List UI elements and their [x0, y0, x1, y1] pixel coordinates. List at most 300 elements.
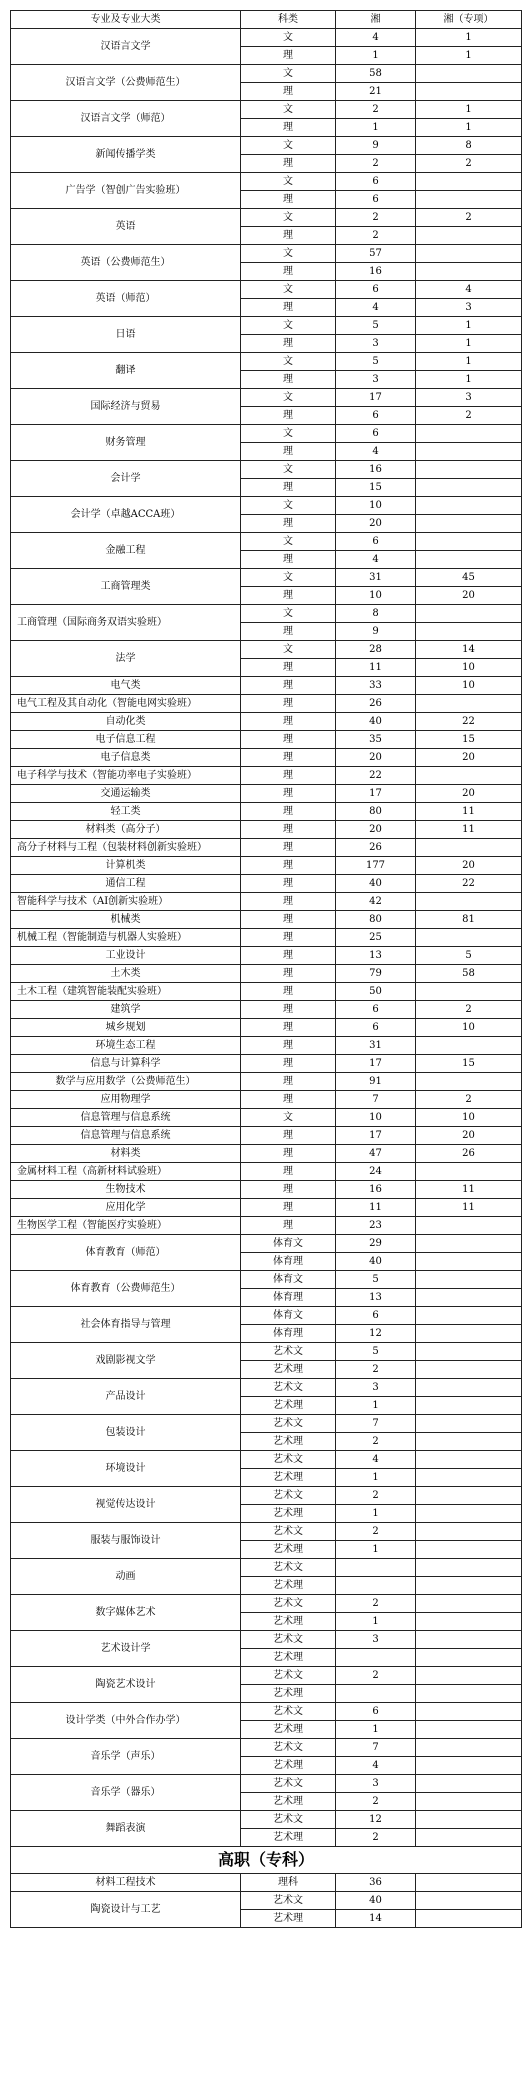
category-cell: 理	[241, 713, 336, 731]
major-name: 包装设计	[11, 1415, 241, 1451]
category-cell: 理	[241, 839, 336, 857]
major-name: 信息与计算科学	[11, 1055, 241, 1073]
hunan-quota-cell: 1	[336, 1397, 416, 1415]
hunan-quota-cell: 4	[336, 443, 416, 461]
major-name: 英语（公费师范生）	[11, 245, 241, 281]
hunan-quota-cell: 2	[336, 1523, 416, 1541]
table-row	[11, 785, 522, 803]
table-row	[11, 1487, 522, 1505]
hunan-special-quota-cell	[416, 1613, 522, 1631]
hunan-special-quota-cell: 20	[416, 857, 522, 875]
hunan-special-quota-cell: 11	[416, 1181, 522, 1199]
hunan-quota-cell: 91	[336, 1073, 416, 1091]
major-name: 金属材料工程（高新材料试验班）	[11, 1163, 241, 1181]
category-cell: 理	[241, 1055, 336, 1073]
hunan-special-quota-cell	[416, 695, 522, 713]
hunan-special-quota-cell	[416, 425, 522, 443]
category-cell: 理	[241, 119, 336, 137]
hunan-special-quota-cell	[416, 479, 522, 497]
header-hunan: 湘	[336, 11, 416, 29]
hunan-special-quota-cell: 20	[416, 587, 522, 605]
table-row	[11, 1307, 522, 1325]
table-row	[11, 173, 522, 191]
category-cell: 理	[241, 659, 336, 677]
table-row	[11, 1739, 522, 1757]
hunan-quota-cell: 3	[336, 1775, 416, 1793]
major-name: 社会体育指导与管理	[11, 1307, 241, 1343]
category-cell: 文	[241, 605, 336, 623]
major-name: 电子信息工程	[11, 731, 241, 749]
hunan-special-quota-cell: 81	[416, 911, 522, 929]
table-row	[11, 1874, 522, 1892]
table-row	[11, 1163, 522, 1181]
table-row	[11, 1271, 522, 1289]
hunan-special-quota-cell: 2	[416, 1001, 522, 1019]
category-cell: 文	[241, 425, 336, 443]
table-row	[11, 839, 522, 857]
category-cell: 理	[241, 191, 336, 209]
hunan-quota-cell	[336, 1559, 416, 1577]
hunan-special-quota-cell	[416, 173, 522, 191]
category-cell: 理	[241, 1019, 336, 1037]
table-row	[11, 533, 522, 551]
hunan-quota-cell: 16	[336, 1181, 416, 1199]
category-cell: 艺术文	[241, 1739, 336, 1757]
hunan-special-quota-cell: 1	[416, 119, 522, 137]
table-row	[11, 317, 522, 335]
major-name: 艺术设计学	[11, 1631, 241, 1667]
header-category: 科类	[241, 11, 336, 29]
category-cell: 理	[241, 263, 336, 281]
major-name: 金融工程	[11, 533, 241, 569]
category-cell: 理	[241, 893, 336, 911]
hunan-special-quota-cell	[416, 1757, 522, 1775]
hunan-special-quota-cell	[416, 1793, 522, 1811]
major-name: 汉语言文学	[11, 29, 241, 65]
category-cell: 理	[241, 1199, 336, 1217]
hunan-quota-cell: 7	[336, 1415, 416, 1433]
major-name: 翻译	[11, 353, 241, 389]
category-cell: 理	[241, 677, 336, 695]
vocational-rows	[11, 1874, 522, 1928]
hunan-quota-cell: 4	[336, 1451, 416, 1469]
table-row	[11, 1631, 522, 1649]
category-cell: 理	[241, 515, 336, 533]
major-name: 通信工程	[11, 875, 241, 893]
category-cell: 艺术理	[241, 1505, 336, 1523]
category-cell: 文	[241, 245, 336, 263]
major-name: 材料类（高分子）	[11, 821, 241, 839]
hunan-special-quota-cell: 1	[416, 335, 522, 353]
category-cell: 艺术文	[241, 1703, 336, 1721]
hunan-special-quota-cell	[416, 1685, 522, 1703]
hunan-special-quota-cell	[416, 1577, 522, 1595]
hunan-special-quota-cell	[416, 191, 522, 209]
category-cell: 文	[241, 101, 336, 119]
table-row	[11, 1595, 522, 1613]
hunan-special-quota-cell: 14	[416, 641, 522, 659]
table-row	[11, 461, 522, 479]
category-cell: 艺术理	[241, 1649, 336, 1667]
major-name: 环境设计	[11, 1451, 241, 1487]
major-name: 汉语言文学（公费师范生）	[11, 65, 241, 101]
major-name: 土木类	[11, 965, 241, 983]
category-cell: 艺术理	[241, 1757, 336, 1775]
category-cell: 理	[241, 983, 336, 1001]
hunan-special-quota-cell: 22	[416, 875, 522, 893]
hunan-special-quota-cell	[416, 839, 522, 857]
category-cell: 艺术文	[241, 1667, 336, 1685]
hunan-quota-cell: 9	[336, 623, 416, 641]
table-row	[11, 101, 522, 119]
table-row	[11, 911, 522, 929]
table-row	[11, 695, 522, 713]
hunan-special-quota-cell: 8	[416, 137, 522, 155]
category-cell: 理	[241, 1163, 336, 1181]
hunan-quota-cell: 1	[336, 47, 416, 65]
hunan-special-quota-cell	[416, 1451, 522, 1469]
hunan-special-quota-cell	[416, 893, 522, 911]
hunan-special-quota-cell: 22	[416, 713, 522, 731]
major-name: 材料工程技术	[11, 1874, 241, 1892]
category-cell: 理	[241, 749, 336, 767]
hunan-special-quota-cell	[416, 1379, 522, 1397]
hunan-special-quota-cell: 26	[416, 1145, 522, 1163]
hunan-quota-cell: 12	[336, 1325, 416, 1343]
hunan-special-quota-cell	[416, 1397, 522, 1415]
hunan-quota-cell: 22	[336, 767, 416, 785]
hunan-quota-cell: 5	[336, 317, 416, 335]
hunan-quota-cell: 10	[336, 587, 416, 605]
table-row	[11, 1199, 522, 1217]
category-cell: 艺术理	[241, 1397, 336, 1415]
table-row	[11, 1037, 522, 1055]
hunan-quota-cell: 10	[336, 1109, 416, 1127]
hunan-special-quota-cell	[416, 1505, 522, 1523]
table-row	[11, 677, 522, 695]
major-name: 陶瓷艺术设计	[11, 1667, 241, 1703]
hunan-quota-cell: 2	[336, 101, 416, 119]
hunan-quota-cell: 20	[336, 515, 416, 533]
major-name: 工商管理类	[11, 569, 241, 605]
hunan-quota-cell: 36	[336, 1874, 416, 1892]
section-row	[11, 1847, 522, 1874]
table-row	[11, 1703, 522, 1721]
major-name: 财务管理	[11, 425, 241, 461]
category-cell: 艺术理	[241, 1910, 336, 1928]
hunan-quota-cell: 1	[336, 1469, 416, 1487]
hunan-special-quota-cell	[416, 623, 522, 641]
hunan-special-quota-cell	[416, 1073, 522, 1091]
table-row	[11, 1055, 522, 1073]
hunan-quota-cell: 177	[336, 857, 416, 875]
hunan-quota-cell: 35	[336, 731, 416, 749]
category-cell: 文	[241, 533, 336, 551]
category-cell: 理	[241, 803, 336, 821]
category-cell: 文	[241, 173, 336, 191]
hunan-quota-cell: 7	[336, 1091, 416, 1109]
table-row	[11, 821, 522, 839]
hunan-special-quota-cell: 3	[416, 299, 522, 317]
hunan-special-quota-cell	[416, 1829, 522, 1847]
table-row	[11, 929, 522, 947]
hunan-special-quota-cell	[416, 1361, 522, 1379]
hunan-quota-cell: 17	[336, 1127, 416, 1145]
hunan-special-quota-cell: 11	[416, 803, 522, 821]
table-row	[11, 281, 522, 299]
hunan-quota-cell: 10	[336, 497, 416, 515]
hunan-quota-cell: 2	[336, 1829, 416, 1847]
category-cell: 理	[241, 1091, 336, 1109]
hunan-special-quota-cell: 1	[416, 353, 522, 371]
table-row	[11, 1343, 522, 1361]
category-cell: 艺术文	[241, 1631, 336, 1649]
major-name: 电子信息类	[11, 749, 241, 767]
hunan-special-quota-cell: 45	[416, 569, 522, 587]
hunan-quota-cell: 40	[336, 875, 416, 893]
major-name: 舞蹈表演	[11, 1811, 241, 1847]
category-cell: 艺术理	[241, 1361, 336, 1379]
hunan-special-quota-cell	[416, 263, 522, 281]
hunan-quota-cell: 5	[336, 353, 416, 371]
hunan-quota-cell: 3	[336, 371, 416, 389]
major-name: 材料类	[11, 1145, 241, 1163]
category-cell: 艺术理	[241, 1469, 336, 1487]
major-name: 国际经济与贸易	[11, 389, 241, 425]
hunan-quota-cell: 6	[336, 281, 416, 299]
category-cell: 理	[241, 335, 336, 353]
hunan-special-quota-cell	[416, 1271, 522, 1289]
admission-quota-table	[10, 10, 522, 1928]
hunan-special-quota-cell	[416, 245, 522, 263]
hunan-special-quota-cell: 3	[416, 389, 522, 407]
hunan-quota-cell: 1	[336, 1721, 416, 1739]
table-row	[11, 209, 522, 227]
hunan-special-quota-cell	[416, 1703, 522, 1721]
table-row	[11, 1181, 522, 1199]
category-cell: 理	[241, 371, 336, 389]
category-cell: 艺术理	[241, 1829, 336, 1847]
category-cell: 文	[241, 209, 336, 227]
hunan-quota-cell: 1	[336, 1541, 416, 1559]
hunan-special-quota-cell	[416, 515, 522, 533]
hunan-quota-cell: 42	[336, 893, 416, 911]
hunan-quota-cell: 6	[336, 1001, 416, 1019]
category-cell: 艺术文	[241, 1343, 336, 1361]
table-row	[11, 1235, 522, 1253]
section-title: 高职（专科）	[11, 1847, 522, 1874]
table-row	[11, 731, 522, 749]
category-cell: 体育文	[241, 1271, 336, 1289]
hunan-quota-cell: 11	[336, 1199, 416, 1217]
hunan-quota-cell: 23	[336, 1217, 416, 1235]
hunan-quota-cell: 4	[336, 551, 416, 569]
table-row	[11, 803, 522, 821]
hunan-special-quota-cell: 1	[416, 29, 522, 47]
major-name: 设计学类（中外合作办学）	[11, 1703, 241, 1739]
section-header	[11, 1847, 522, 1874]
category-cell: 艺术理	[241, 1433, 336, 1451]
category-cell: 理	[241, 785, 336, 803]
major-name: 视觉传达设计	[11, 1487, 241, 1523]
major-name: 音乐学（声乐）	[11, 1739, 241, 1775]
hunan-quota-cell: 6	[336, 191, 416, 209]
hunan-special-quota-cell	[416, 1631, 522, 1649]
major-name: 工业设计	[11, 947, 241, 965]
hunan-quota-cell: 50	[336, 983, 416, 1001]
category-cell: 理	[241, 227, 336, 245]
category-cell: 艺术文	[241, 1415, 336, 1433]
hunan-quota-cell	[336, 1649, 416, 1667]
hunan-special-quota-cell	[416, 1469, 522, 1487]
major-name: 体育教育（师范）	[11, 1235, 241, 1271]
category-cell: 体育文	[241, 1235, 336, 1253]
hunan-quota-cell: 2	[336, 1667, 416, 1685]
table-row	[11, 1019, 522, 1037]
table-row	[11, 875, 522, 893]
category-cell: 理	[241, 1217, 336, 1235]
hunan-quota-cell: 2	[336, 209, 416, 227]
table-row	[11, 605, 522, 623]
category-cell: 理	[241, 479, 336, 497]
hunan-special-quota-cell	[416, 461, 522, 479]
major-name: 应用化学	[11, 1199, 241, 1217]
category-cell: 理	[241, 83, 336, 101]
hunan-quota-cell: 6	[336, 1703, 416, 1721]
hunan-quota-cell: 9	[336, 137, 416, 155]
hunan-special-quota-cell: 1	[416, 317, 522, 335]
hunan-special-quota-cell: 2	[416, 209, 522, 227]
hunan-special-quota-cell: 2	[416, 155, 522, 173]
category-cell: 艺术文	[241, 1451, 336, 1469]
hunan-quota-cell: 79	[336, 965, 416, 983]
category-cell: 理	[241, 443, 336, 461]
hunan-quota-cell: 1	[336, 1505, 416, 1523]
category-cell: 理	[241, 875, 336, 893]
hunan-quota-cell: 40	[336, 713, 416, 731]
hunan-quota-cell: 17	[336, 389, 416, 407]
major-name: 法学	[11, 641, 241, 677]
major-name: 英语（师范）	[11, 281, 241, 317]
category-cell: 理	[241, 695, 336, 713]
category-cell: 艺术理	[241, 1613, 336, 1631]
hunan-special-quota-cell: 5	[416, 947, 522, 965]
category-cell: 艺术理	[241, 1685, 336, 1703]
hunan-special-quota-cell	[416, 1037, 522, 1055]
category-cell: 理	[241, 587, 336, 605]
hunan-special-quota-cell: 11	[416, 1199, 522, 1217]
hunan-special-quota-cell: 4	[416, 281, 522, 299]
major-name: 会计学	[11, 461, 241, 497]
hunan-special-quota-cell	[416, 1892, 522, 1910]
hunan-quota-cell: 31	[336, 1037, 416, 1055]
category-cell: 艺术文	[241, 1775, 336, 1793]
hunan-quota-cell: 5	[336, 1271, 416, 1289]
major-name: 应用物理学	[11, 1091, 241, 1109]
hunan-special-quota-cell: 10	[416, 1019, 522, 1037]
hunan-quota-cell: 2	[336, 227, 416, 245]
table-row	[11, 641, 522, 659]
table-row	[11, 353, 522, 371]
major-name: 计算机类	[11, 857, 241, 875]
table-row	[11, 569, 522, 587]
hunan-quota-cell: 14	[336, 1910, 416, 1928]
hunan-special-quota-cell: 20	[416, 749, 522, 767]
table-row	[11, 713, 522, 731]
hunan-special-quota-cell	[416, 1874, 522, 1892]
major-name: 环境生态工程	[11, 1037, 241, 1055]
category-cell: 理	[241, 1073, 336, 1091]
hunan-special-quota-cell	[416, 1433, 522, 1451]
hunan-quota-cell: 1	[336, 1613, 416, 1631]
hunan-special-quota-cell: 2	[416, 407, 522, 425]
hunan-special-quota-cell	[416, 1217, 522, 1235]
hunan-quota-cell: 11	[336, 659, 416, 677]
major-name: 戏剧影视文学	[11, 1343, 241, 1379]
table-row	[11, 857, 522, 875]
hunan-special-quota-cell	[416, 83, 522, 101]
table-row	[11, 947, 522, 965]
hunan-quota-cell: 33	[336, 677, 416, 695]
hunan-special-quota-cell	[416, 1235, 522, 1253]
hunan-quota-cell: 21	[336, 83, 416, 101]
hunan-special-quota-cell	[416, 1910, 522, 1928]
table-row	[11, 1127, 522, 1145]
category-cell: 理	[241, 965, 336, 983]
major-name: 电气工程及其自动化（智能电网实验班）	[11, 695, 241, 713]
table-row	[11, 767, 522, 785]
category-cell: 理科	[241, 1874, 336, 1892]
table-row	[11, 1559, 522, 1577]
category-cell: 文	[241, 461, 336, 479]
major-name: 电子科学与技术（智能功率电子实验班）	[11, 767, 241, 785]
category-cell: 文	[241, 317, 336, 335]
table-row	[11, 29, 522, 47]
category-cell: 理	[241, 299, 336, 317]
hunan-quota-cell: 6	[336, 173, 416, 191]
hunan-special-quota-cell	[416, 443, 522, 461]
category-cell: 艺术文	[241, 1487, 336, 1505]
major-name: 土木工程（建筑智能装配实验班）	[11, 983, 241, 1001]
major-name: 广告学（智创广告实验班）	[11, 173, 241, 209]
table-row	[11, 1145, 522, 1163]
hunan-quota-cell: 28	[336, 641, 416, 659]
major-name: 生物技术	[11, 1181, 241, 1199]
table-row	[11, 749, 522, 767]
hunan-quota-cell	[336, 1577, 416, 1595]
hunan-special-quota-cell: 10	[416, 659, 522, 677]
hunan-quota-cell: 17	[336, 1055, 416, 1073]
table-row	[11, 1091, 522, 1109]
major-name: 自动化类	[11, 713, 241, 731]
category-cell: 理	[241, 911, 336, 929]
hunan-special-quota-cell	[416, 1541, 522, 1559]
hunan-quota-cell: 1	[336, 119, 416, 137]
hunan-special-quota-cell	[416, 1721, 522, 1739]
category-cell: 文	[241, 29, 336, 47]
category-cell: 文	[241, 137, 336, 155]
hunan-quota-cell: 20	[336, 821, 416, 839]
hunan-quota-cell: 2	[336, 1595, 416, 1613]
category-cell: 体育理	[241, 1289, 336, 1307]
hunan-quota-cell: 4	[336, 299, 416, 317]
hunan-quota-cell: 58	[336, 65, 416, 83]
major-name: 建筑学	[11, 1001, 241, 1019]
table-row	[11, 1892, 522, 1910]
hunan-special-quota-cell	[416, 1595, 522, 1613]
hunan-special-quota-cell: 2	[416, 1091, 522, 1109]
hunan-special-quota-cell: 20	[416, 785, 522, 803]
